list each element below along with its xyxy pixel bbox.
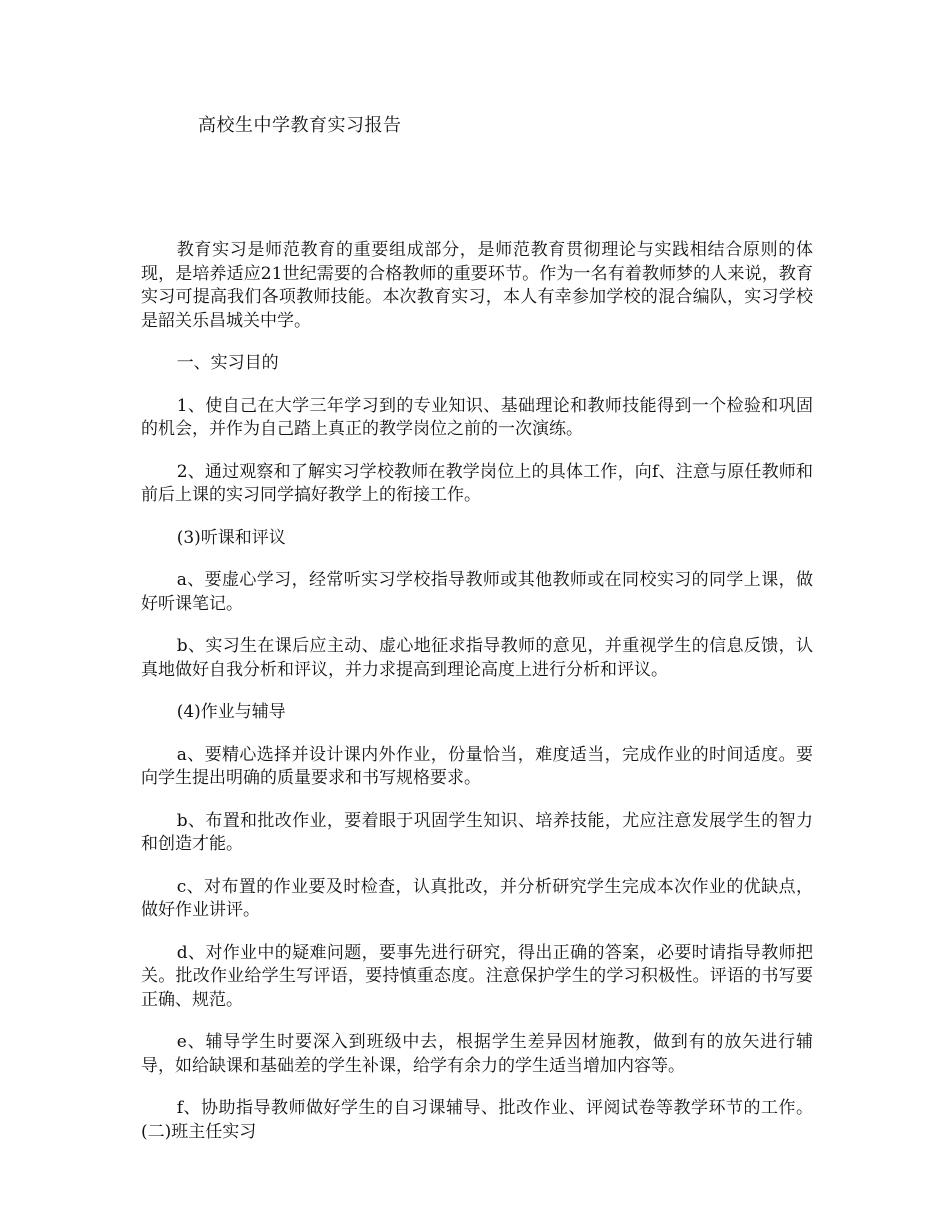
paragraph-homework-d: d、对作业中的疑难问题，要事先进行研究，得出正确的答案，必要时请指导教师把关。批改作业给学生写评语，要持慎重态度。注意保护学生的学习积极性。评语的书写要正确、规范。 xyxy=(141,942,813,1010)
paragraph-purpose-1: 1、使自己在大学三年学习到的专业知识、基础理论和教师技能得到一个检验和巩固的机会，并作为自己踏上真正的教学岗位之前的一次演练。 xyxy=(141,395,813,439)
section-heading-purpose: 一、实习目的 xyxy=(176,353,279,373)
paragraph-homework-f: f、协助指导教师做好学生的自习课辅导、批改作业、评阅试卷等教学环节的工作。(二)班主任实习 xyxy=(141,1098,813,1142)
paragraph-observation-b: b、实习生在课后应主动、虚心地征求指导教师的意见，并重视学生的信息反馈，认真地做好自我分析和评议，并力求提高到理论高度上进行分析和评议。 xyxy=(141,636,813,680)
subheading-lesson-observation: (3)听课和评议 xyxy=(176,527,286,548)
paragraph-homework-e: e、辅导学生时要深入到班级中去，根据学生差异因材施教，做到有的放矢进行辅导，如给缺课和基础差的学生补课，给学有余力的学生适当增加内容等。 xyxy=(141,1032,813,1076)
paragraph-homework-b: b、布置和批改作业，要着眼于巩固学生知识、培养技能，尤应注意发展学生的智力和创造才能。 xyxy=(141,810,813,854)
paragraph-observation-a: a、要虚心学习，经常听实习学校指导教师或其他教师或在同校实习的同学上课，做好听课笔记。 xyxy=(141,570,813,614)
paragraph-intro: 教育实习是师范教育的重要组成部分，是师范教育贯彻理论与实践相结合原则的体现，是培养适应21世纪需要的合格教师的重要环节。作为一名有着教师梦的人来说，教育实习可提高我们各项教师技能。本次教育实习，本人有幸参加学校的混合编队，实习学校是韶关乐昌城关中学。 xyxy=(141,240,813,331)
subheading-homework-tutoring: (4)作业与辅导 xyxy=(176,702,286,722)
paragraph-homework-c: c、对布置的作业要及时检查，认真批改，并分析研究学生完成本次作业的优缺点，做好作业讲评。 xyxy=(141,876,813,920)
document-title: 高校生中学教育实习报告 xyxy=(198,115,402,136)
paragraph-purpose-2: 2、通过观察和了解实习学校教师在教学岗位上的具体工作，向f、注意与原任教师和前后上课的实习同学搞好教学上的衔接工作。 xyxy=(141,461,813,505)
paragraph-homework-a: a、要精心选择并设计课内外作业，份量恰当，难度适当，完成作业的时间适度。要向学生提出明确的质量要求和书写规格要求。 xyxy=(141,744,813,788)
document-body xyxy=(141,239,813,1163)
